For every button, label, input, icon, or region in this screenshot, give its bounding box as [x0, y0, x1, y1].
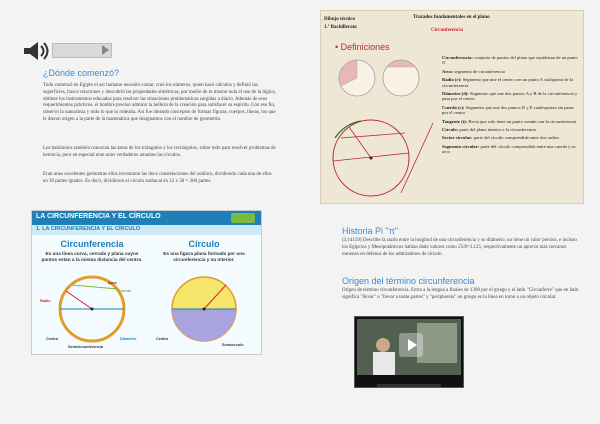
def-radio: Radio (r): Segmento que une el centro con un punto A cualquiera de la circunferencia	[442, 77, 574, 88]
label-centro-2: Centro	[156, 337, 169, 341]
def-cuerda: Cuerda (c): Segmento que une dos puntos D y E cualesquiera sin pasar por el centro	[442, 104, 574, 116]
board-title: Trazados fundamentales en el plano	[413, 15, 490, 20]
origin-text: Origen de término circunferencia. Entra a la lengua a finales de 1300 por el griego y el latín "Circunferre" que en latín significa "llevar" o "llevar a todas partes" y "periphereia" en griego es la línea en torno a un objeto circular.	[342, 288, 579, 300]
pi-history-text: (3,14159) Describe la razón entre la longitud de una circunferencia y su diámetro. no tiene un valor preciso, e incluso los Egipcios y Mesopotámicos habían dado valores como 25/8=3.125, respectivamente un aprecio más cercanos inmenso en defensa de los admiradores de círculo.	[342, 238, 577, 257]
circunferencia-description: Es una línea curva, cerrada y plana cuyos puntos están a la misma distancia del centro.	[41, 251, 143, 262]
where-started-title: ¿Dónde comenzó?	[43, 68, 120, 78]
circulo-column	[150, 239, 258, 351]
board-topic: Circunferencia	[431, 28, 464, 33]
def-circulo: Círculo: parte del plano interior a la circunferencia	[442, 127, 537, 133]
circle-infographic	[31, 210, 262, 355]
speaker-icon	[22, 40, 50, 62]
board-level: 1.º Bachillerato	[324, 25, 357, 30]
infographic-subbanner-text: 1. LA CIRCUNFERENCIA Y EL CÍRCULO	[36, 226, 141, 232]
infographic-banner-text: LA CIRCUNFERENCIA Y EL CÍRCULO	[36, 213, 161, 220]
video-screen[interactable]	[357, 319, 461, 375]
def-tangente: Tangente (t): Recta que solo tiene un punto común con la circunferencia	[442, 118, 577, 124]
monitor-stand	[377, 384, 441, 387]
intro-paragraph-2: Los babilonios también conocían las áreas de los triángulos y los rectángulos, sobre todo para resolver problemas de herencia, pero en especial eran unos verdaderos amantes las círculos.	[43, 146, 276, 158]
origin-title: Origen del término circunferencia	[342, 276, 475, 286]
infographic-subbanner	[32, 225, 261, 235]
pi-history-title: Historia Pi "π"	[342, 226, 399, 236]
infographic-banner	[32, 211, 261, 225]
circulo-description: Es una figura plana formada por una circunferencia y su interior.	[163, 251, 245, 262]
label-diametro: Diámetro	[120, 337, 137, 341]
label-arco: Arco	[108, 281, 117, 285]
video-play-icon[interactable]	[399, 333, 423, 357]
label-semicirculo: Semicírculo	[222, 343, 244, 347]
video-player[interactable]	[354, 316, 464, 388]
def-circunferencia: Circunferencia: conjunto de puntos del plano que equidistan de un punto O	[442, 55, 578, 66]
circle-diagrams	[321, 53, 441, 203]
def-diametro: Diámetro (d): Segmento que une dos puntos A y B de la circunferencia y pasa por el centro	[442, 91, 578, 102]
def-sector: Sector circular: parte del círculo comprendida entre dos radios	[442, 135, 559, 141]
label-semicircunferencia: Semicircunferencia	[68, 345, 104, 349]
audio-progress-bar[interactable]	[52, 43, 112, 58]
definitions-list	[442, 55, 578, 158]
label-radio: Radio	[40, 299, 51, 303]
play-icon[interactable]	[102, 45, 109, 55]
intro-paragraph-1: Todo comenzó en Egipto el ser humano necesitó contar, creó los números, quien basó cálculos y definió las superficies, buscó relaciones y descubrió las propiedades simétricas, por medio de lo mismo nula el uso de la lógica, obtiene los instrumentos educados para resolver las situaciones problemáticas surgidas a diario. Además de esos requerimientos prácticos, el hombre precisó admirar la belleza de la creación para satisfacer su espíritu. Con ese fin, observo la naturaleza y todo lo que lo rodeaba. Así fue ideando conceptos de formas figuras, cuerpos, líneas, los que le dieron origen a la parte de la matemática que designamos con el nombre de geometría.	[43, 83, 276, 122]
publisher-logo	[231, 213, 255, 223]
circulo-heading: Círculo	[188, 239, 220, 249]
audio-player[interactable]	[22, 40, 92, 62]
label-centro: Centro	[46, 337, 59, 341]
definitions-board	[320, 10, 584, 204]
label-cuerda: Cuerda	[118, 289, 132, 293]
circunferencia-column	[38, 239, 146, 351]
intro-paragraph-3: Eran unos excelentes geómetras ellos inventaron las doce constelaciones del zodíaco, dividiendo cada una de ellas en 30 partes iguales. Es decir, dividieron el círculo zodiacal en 12 x 30 = 360 partes.	[43, 172, 272, 184]
circulo-diagram	[164, 271, 244, 347]
definitions-title: • Definiciones	[335, 42, 390, 52]
board-subject: Dibujo técnico	[324, 17, 355, 22]
def-segmento: Segmento circular: parte del círculo comprendida entre una cuerda y su arco	[442, 143, 576, 155]
def-arco: Arco: segmento de circunferencia	[442, 68, 505, 74]
circunferencia-diagram	[52, 271, 132, 347]
circunferencia-heading: Circunferencia	[60, 239, 124, 249]
